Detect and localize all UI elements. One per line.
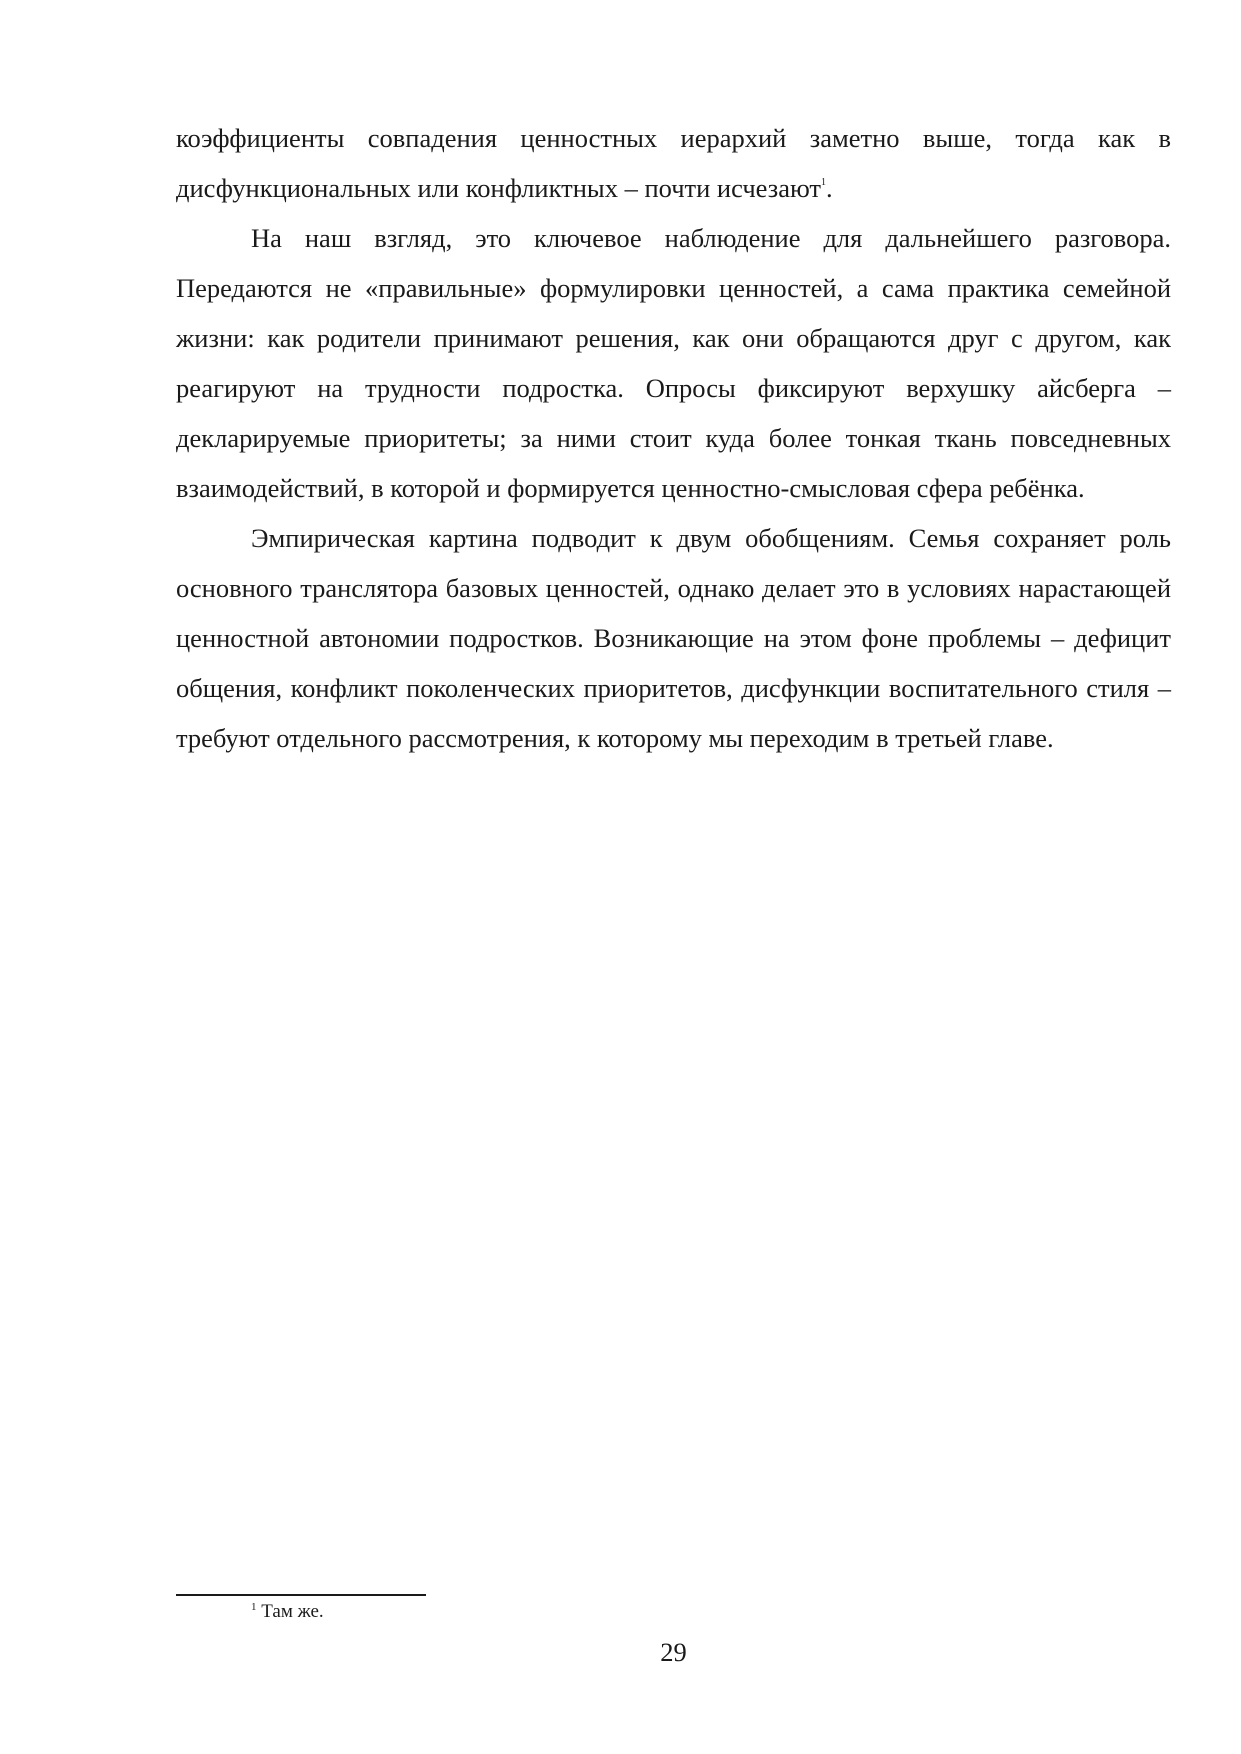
footnote-number: 1 [251,1601,257,1613]
paragraph-3: Эмпирическая картина подводит к двум обобщениям. Семья сохраняет роль основного транслятора базовых ценностей, однако делает это в условиях нарастающей ценностной автономии подростков. Возникающие на этом фоне проблемы – дефицит общения, конфликт поколенческих приоритетов, дисфункции воспитательного стиля – требуют отдельного рассмотрения, к которому мы переходим в третьей главе. [176,523,1171,753]
footnote-separator [176,1594,426,1596]
paragraph-1-tail: . [826,173,833,203]
footnote [251,1600,324,1624]
page-number: 29 [660,1637,687,1667]
paragraph-1-text: коэффициенты совпадения ценностных иерархий заметно выше, тогда как в дисфункциональных или конфликтных – почти исчезают [176,123,1171,203]
paragraph-2: На наш взгляд, это ключевое наблюдение для дальнейшего разговора. Передаются не «правильные» формулировки ценностей, а сама практика семейной жизни: как родители принимают решения, как они обращаются друг с другом, как реагируют на трудности подростка. Опросы фиксируют верхушку айсберга – декларируемые приоритеты; за ними стоит куда более тонкая ткань повседневных взаимодействий, в которой и формируется ценностно-смысловая сфера ребёнка. [176,223,1171,503]
footnote-reference: 1 [821,177,827,188]
page-body [176,113,1171,763]
footnote-text: Там же. [261,1601,324,1622]
paragraph-1 [176,113,1171,213]
